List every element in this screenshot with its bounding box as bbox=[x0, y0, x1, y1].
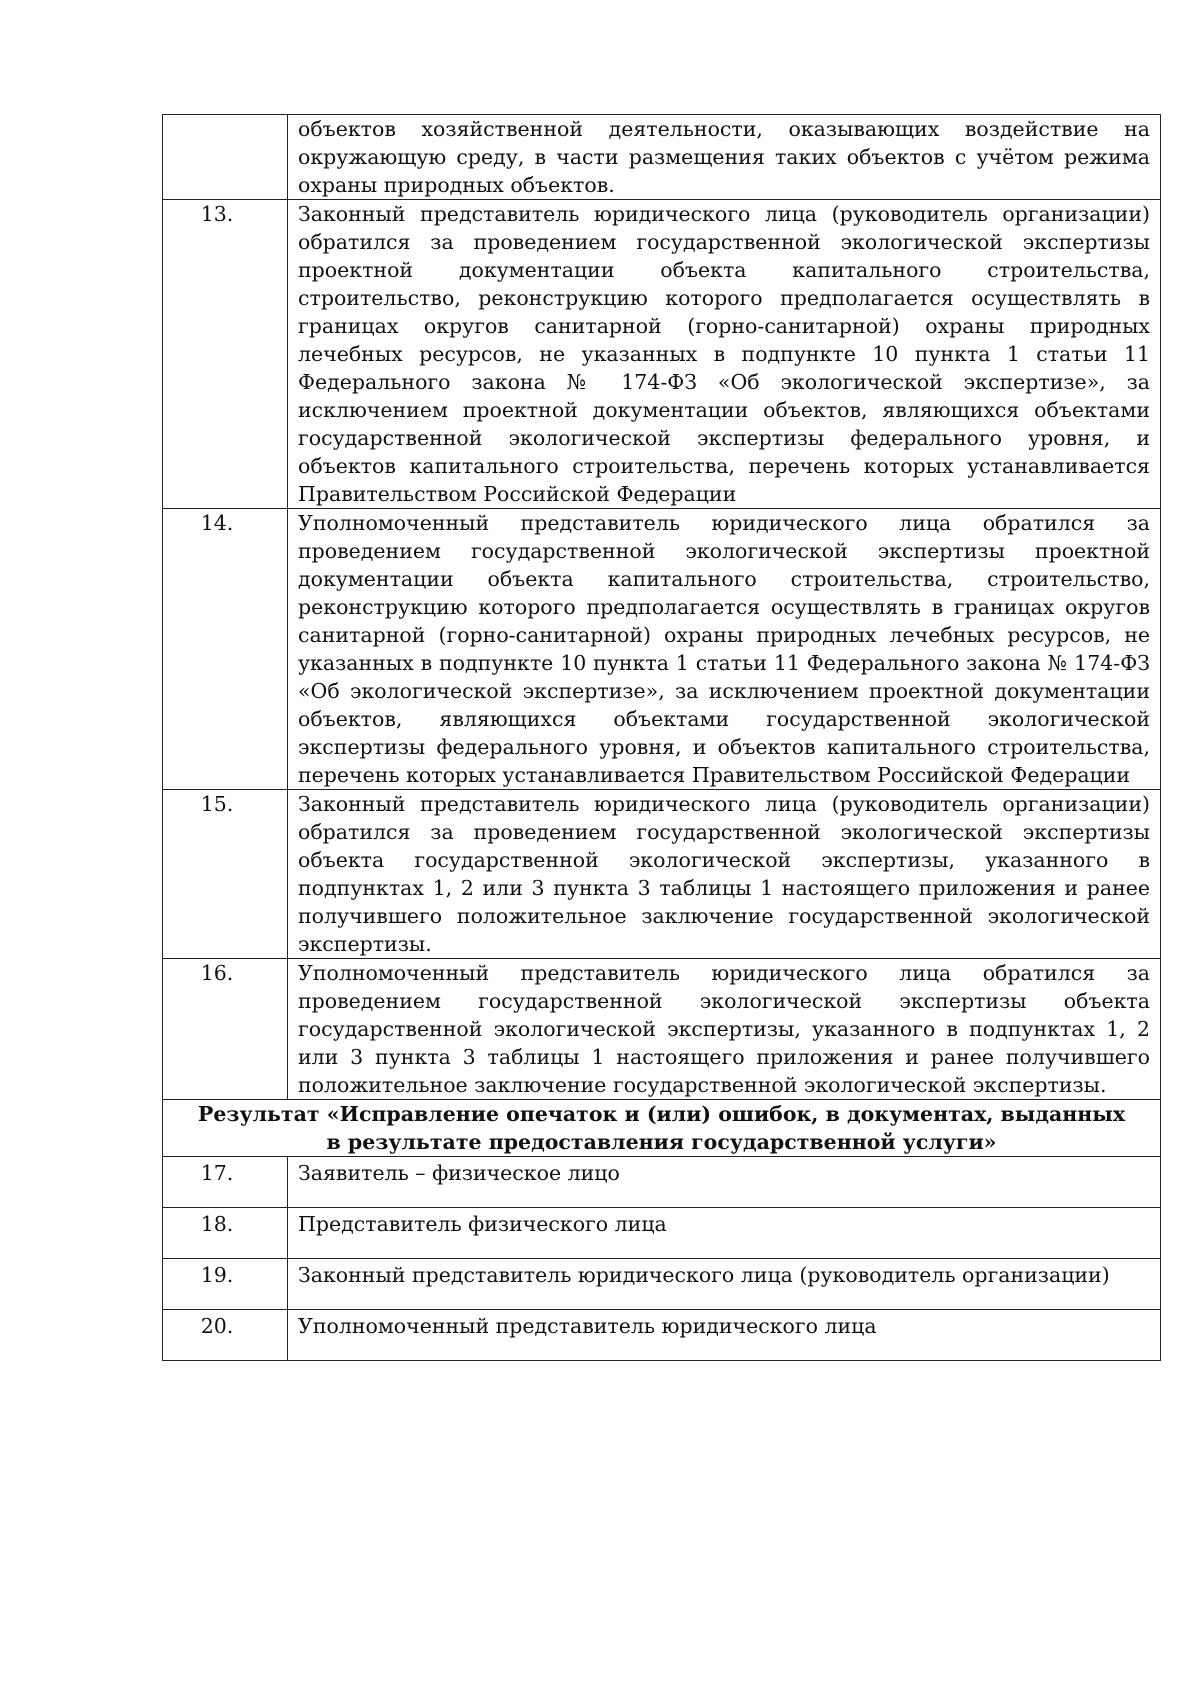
row-number bbox=[163, 115, 288, 200]
section-header bbox=[163, 1100, 1161, 1157]
row-number: 20. bbox=[163, 1310, 288, 1361]
section-header-line: Результат «Исправление опечаток и (или) ошибок, в документах, выданных bbox=[197, 1102, 1126, 1126]
table-row bbox=[163, 509, 1161, 790]
requirements-table bbox=[162, 114, 1161, 1361]
row-number: 19. bbox=[163, 1259, 288, 1310]
row-number: 14. bbox=[163, 509, 288, 790]
table-row bbox=[163, 1208, 1161, 1259]
table-row bbox=[163, 200, 1161, 509]
row-number: 18. bbox=[163, 1208, 288, 1259]
table-row bbox=[163, 1310, 1161, 1361]
row-number: 17. bbox=[163, 1157, 288, 1208]
table-row bbox=[163, 1259, 1161, 1310]
row-number: 13. bbox=[163, 200, 288, 509]
section-header-line: в результате предоставления государственной услуги» bbox=[326, 1130, 997, 1154]
row-number: 15. bbox=[163, 790, 288, 959]
table-row bbox=[163, 1157, 1161, 1208]
row-text: Уполномоченный представитель юридического лица bbox=[288, 1310, 1161, 1361]
row-text: Законный представитель юридического лица (руководитель организации) обратился за проведением государственной экологической экспертизы проектной документации объекта капитального строительства, строительство, реконструкцию которого предполагается осуществлять в границах округов санитарной (горно-санитарной) охраны природных лечебных ресурсов, не указанных в подпункте 10 пункта 1 статьи 11 Федерального закона № 174-ФЗ «Об экологической экспертизе», за исключением проектной документации объектов, являющихся объектами государственной экологической экспертизы федерального уровня, и объектов капитального строительства, перечень которых устанавливается Правительством Российской Федерации bbox=[288, 200, 1161, 509]
row-text: Уполномоченный представитель юридического лица обратился за проведением государственной экологической экспертизы объекта государственной экологической экспертизы, указанного в подпунктах 1, 2 или 3 пункта 3 таблицы 1 настоящего приложения и ранее получившего положительное заключение государственной экологической экспертизы. bbox=[288, 959, 1161, 1100]
row-text: объектов хозяйственной деятельности, оказывающих воздействие на окружающую среду, в части размещения таких объектов с учётом режима охраны природных объектов. bbox=[288, 115, 1161, 200]
section-header-row bbox=[163, 1100, 1161, 1157]
table-row bbox=[163, 790, 1161, 959]
table-row bbox=[163, 959, 1161, 1100]
row-text: Заявитель – физическое лицо bbox=[288, 1157, 1161, 1208]
table-row bbox=[163, 115, 1161, 200]
row-number: 16. bbox=[163, 959, 288, 1100]
row-text: Законный представитель юридического лица (руководитель организации) bbox=[288, 1259, 1161, 1310]
row-text: Представитель физического лица bbox=[288, 1208, 1161, 1259]
row-text: Уполномоченный представитель юридического лица обратился за проведением государственной экологической экспертизы проектной документации объекта капитального строительства, строительство, реконструкцию которого предполагается осуществлять в границах округов санитарной (горно-санитарной) охраны природных лечебных ресурсов, не указанных в подпункте 10 пункта 1 статьи 11 Федерального закона № 174-ФЗ «Об экологической экспертизе», за исключением проектной документации объектов, являющихся объектами государственной экологической экспертизы федерального уровня, и объектов капитального строительства, перечень которых устанавливается Правительством Российской Федерации bbox=[288, 509, 1161, 790]
row-text: Законный представитель юридического лица (руководитель организации) обратился за проведением государственной экологической экспертизы объекта государственной экологической экспертизы, указанного в подпунктах 1, 2 или 3 пункта 3 таблицы 1 настоящего приложения и ранее получившего положительное заключение государственной экологической экспертизы. bbox=[288, 790, 1161, 959]
